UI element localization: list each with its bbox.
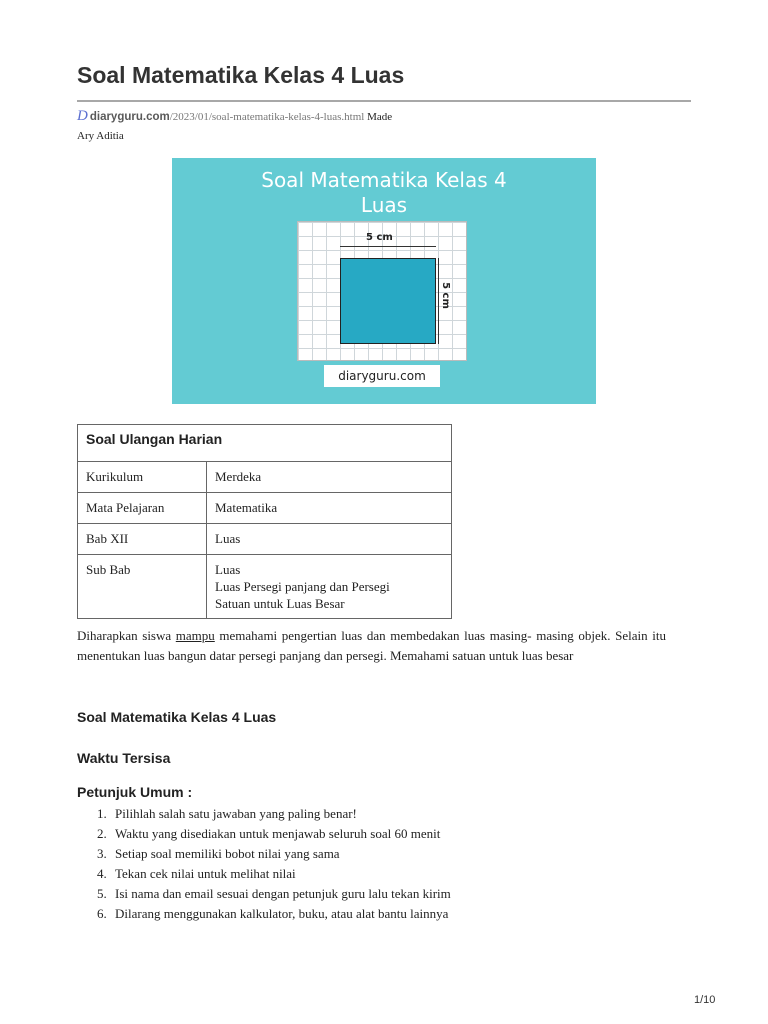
list-number: 4.	[97, 866, 107, 881]
list-item	[77, 804, 677, 824]
list-item	[77, 884, 677, 904]
hero-title-line-1: Soal Matematika Kelas 4	[261, 168, 507, 192]
site-logo-icon: D	[77, 108, 88, 124]
hero-image	[172, 158, 596, 404]
table-value: Matematika	[207, 493, 452, 524]
instructions-heading: Petunjuk Umum :	[77, 784, 193, 800]
table-row	[78, 462, 452, 493]
width-dimension-label: 5 cm	[366, 232, 393, 243]
info-table	[77, 424, 452, 619]
list-text: Isi nama dan email sesuai dengan petunjuk guru lalu tekan kirim	[115, 886, 451, 901]
source-link[interactable]	[90, 111, 364, 123]
list-text: Dilarang menggunakan kalkulator, buku, atau alat bantu lainnya	[115, 906, 449, 921]
square-shape	[340, 258, 436, 344]
list-text: Tekan cek nilai untuk melihat nilai	[115, 866, 296, 881]
title-divider	[77, 100, 691, 102]
table-key: Bab XII	[78, 524, 207, 555]
list-item	[77, 824, 677, 844]
table-value: Merdeka	[207, 462, 452, 493]
section-heading: Soal Matematika Kelas 4 Luas	[77, 709, 277, 725]
list-number: 1.	[97, 806, 107, 821]
table-row	[78, 524, 452, 555]
table-value	[207, 555, 452, 619]
sub-bab-item: Luas	[215, 562, 241, 577]
sub-bab-item: Luas Persegi panjang dan Persegi	[215, 579, 390, 594]
intro-text: Diharapkan siswa	[77, 628, 176, 643]
source-domain: diaryguru.com	[89, 111, 170, 123]
intro-paragraph	[77, 626, 666, 666]
list-text: Waktu yang disediakan untuk menjawab seluruh soal 60 menit	[115, 826, 441, 841]
sub-bab-item: Satuan untuk Luas Besar	[215, 596, 345, 611]
page-title: Soal Matematika Kelas 4 Luas	[77, 62, 405, 88]
grid-paper	[297, 221, 467, 361]
table-key: Kurikulum	[78, 462, 207, 493]
height-dimension-line	[438, 258, 439, 344]
list-text: Setiap soal memiliki bobot nilai yang sama	[115, 846, 340, 861]
author-last-name: Ary Aditia	[77, 130, 124, 142]
width-dimension-line	[340, 246, 436, 247]
source-path: /2023/01/soal-matematika-kelas-4-luas.html	[169, 111, 365, 123]
table-value: Luas	[207, 524, 452, 555]
list-number: 3.	[97, 846, 107, 861]
list-item	[77, 864, 677, 884]
source-line	[77, 107, 691, 126]
list-number: 5.	[97, 886, 107, 901]
info-table-header: Soal Ulangan Harian	[78, 425, 452, 462]
hero-watermark: diaryguru.com	[324, 365, 440, 387]
list-number: 2.	[97, 826, 107, 841]
table-row	[78, 493, 452, 524]
list-item	[77, 844, 677, 864]
timer-heading: Waktu Tersisa	[77, 750, 171, 766]
table-key: Sub Bab	[78, 555, 207, 619]
list-number: 6.	[97, 906, 107, 921]
list-text: Pilihlah salah satu jawaban yang paling benar!	[115, 806, 357, 821]
instructions-list	[77, 804, 677, 924]
list-item	[77, 904, 677, 924]
hero-title	[172, 168, 596, 218]
intro-underlined: mampu	[175, 628, 215, 643]
author-first-name: Made	[367, 111, 393, 123]
table-row	[78, 555, 452, 619]
intro-text: memahami pengertian luas dan membedakan luas masing- masing objek. Selain itu menentukan luas bangun datar persegi panjang dan persegi. Memahami satuan untuk luas besar	[77, 628, 667, 663]
table-key: Mata Pelajaran	[78, 493, 207, 524]
hero-title-line-2: Luas	[360, 193, 408, 217]
height-dimension-label: 5 cm	[439, 282, 451, 309]
page-number: 1/10	[694, 994, 716, 1006]
